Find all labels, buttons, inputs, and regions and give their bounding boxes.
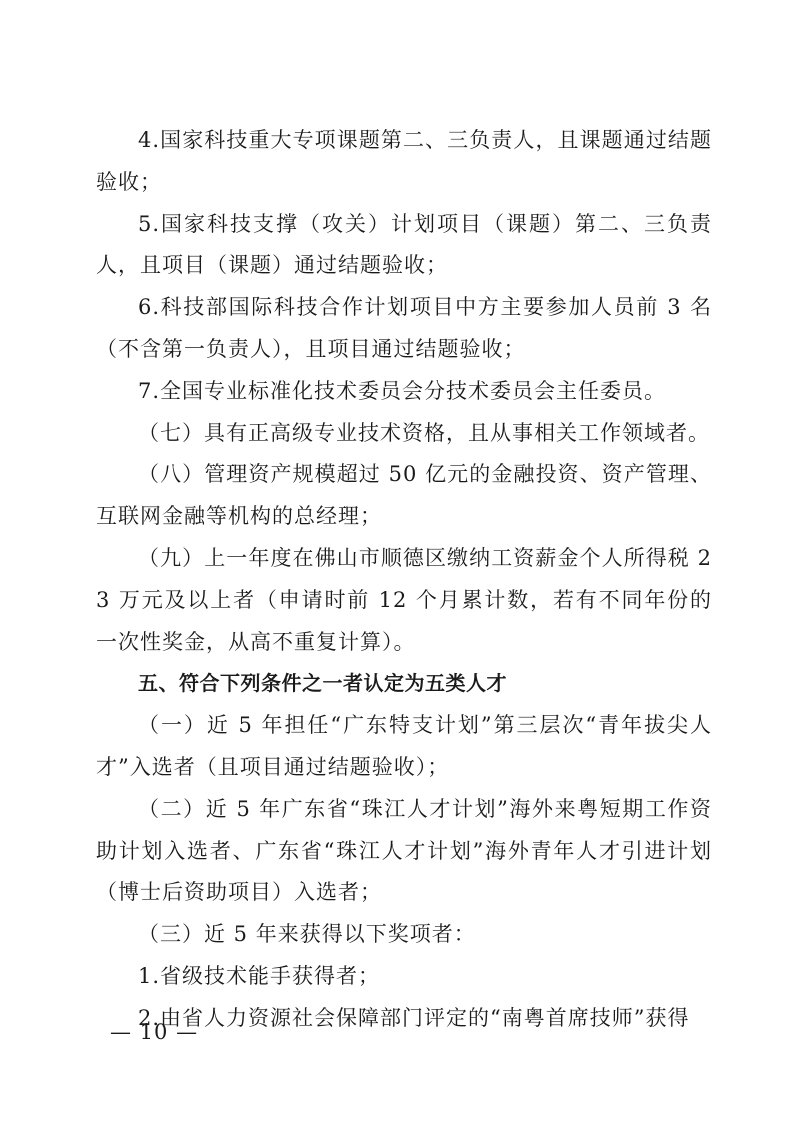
section-paragraph-1: （一）近 5 年担任“广东特支计划”第三层次“青年拔尖人才”入选者（且项目通过结题验收）； bbox=[96, 713, 712, 779]
paragraph-item-4: 4.国家科技重大专项课题第二、三负责人，且课题通过结题验收； bbox=[96, 128, 712, 194]
page-number: — 10 — bbox=[110, 1020, 199, 1044]
section-heading: 五、符合下列条件之一者认定为五类人才 bbox=[138, 671, 507, 696]
paragraph-item-5: 5.国家科技支撑（攻关）计划项目（课题）第二、三负责人，且项目（课题）通过结题验收； bbox=[96, 211, 712, 278]
body-text bbox=[96, 120, 712, 1040]
section-paragraph-2: （二）近 5 年广东省“珠江人才计划”海外来粤短期工作资助计划入选者、广东省“珠江人才计划”海外青年人才引进计划（博士后资助项目）入选者； bbox=[96, 796, 712, 905]
section-paragraph-4: 1.省级技术能手获得者； bbox=[138, 963, 381, 988]
section-paragraph-3: （三）近 5 年来获得以下奖项者： bbox=[138, 922, 476, 947]
paragraph-item-6: 6.科技部国际科技合作计划项目中方主要参加人员前 3 名（不含第一负责人），且项目通过结题验收； bbox=[96, 295, 712, 361]
paragraph-item-7: 7.全国专业标准化技术委员会分技术委员会主任委员。 bbox=[138, 378, 667, 403]
paragraph-condition-7: （七）具有正高级专业技术资格，且从事相关工作领域者。 bbox=[138, 420, 710, 445]
paragraph-condition-9: （九）上一年度在佛山市顺德区缴纳工资薪金个人所得税 23 万元及以上者（申请时前 12 个月累计数，若有不同年份的一次性奖金，从高不重复计算）。 bbox=[96, 545, 712, 654]
paragraph-condition-8: （八）管理资产规模超过 50 亿元的金融投资、资产管理、互联网金融等机构的总经理； bbox=[96, 462, 712, 529]
section-paragraph-5: 2.由省人力资源社会保障部门评定的“南粤首席技师”获得 bbox=[138, 1005, 690, 1030]
